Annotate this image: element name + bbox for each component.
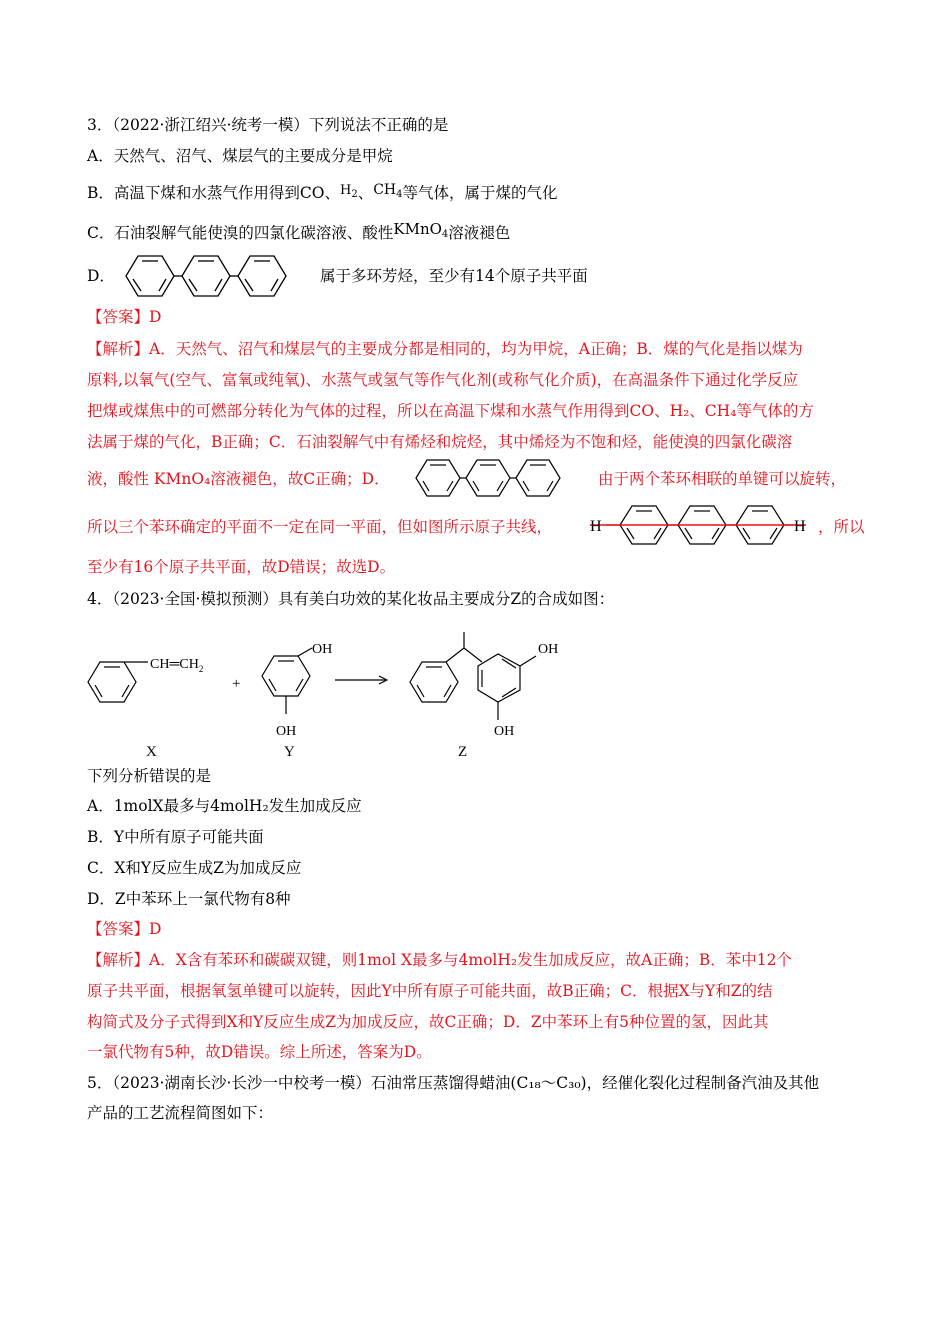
q3-option-b: B．高温下煤和水蒸气作用得到CO、$^{H_2}$、$CH_4$等气体，属于煤的气化 [87,182,558,202]
q4-explanation-1: 【解析】A．X含有苯环和碳碳双键，则1mol X最多与4molH₂发生加成反应，故A正确；B．苯中12个 [87,951,792,969]
q4-prompt: 下列分析错误的是 [87,767,212,785]
ch4-formula: $CH_4$ [373,182,403,200]
q5-stem-2: 产品的工艺流程简图如下： [87,1104,274,1122]
y-oh-bottom: OH [276,724,297,739]
q3-explanation-6b: ，所以 [818,518,865,536]
q3-option-d-text: 属于多环芳烃，至少有14个原子共平面 [320,267,588,285]
label-z: Z [458,744,468,760]
q4-option-d: D．Z中苯环上一氯代物有8种 [87,890,291,908]
q3-explanation-5b: 由于两个苯环相联的单键可以旋转， [598,470,847,488]
synthesis-scheme [80,632,680,762]
h-atom-right: H [794,518,806,535]
label-x: X [146,744,157,760]
x-vinyl-group: $CH═CH_2$ [150,657,204,674]
q3-explanation-1: 【解析】A．天然气、沼气和煤层气的主要成分都是相同的，均为甲烷，A正确；B．煤的气化是指以煤为 [87,340,803,358]
q3-answer: 【答案】D [87,308,162,326]
q4-option-c: C．X和Y反应生成Z为加成反应 [87,859,302,877]
label-y: Y [284,744,295,760]
kmno4-formula: KMnO$_4$ [393,220,449,240]
z-oh-top: OH [538,642,559,657]
q4-option-b: B．Y中所有原子可能共面 [87,828,264,846]
q5-stem-1: 5．（2023·湖南长沙·长沙一中校考一模）石油常压蒸馏得蜡油(C₁₈～C₃₀)，经催化裂化过程制备汽油及其他 [87,1074,820,1092]
q4-stem: 4．（2023·全国·模拟预测）具有美白功效的某化妆品主要成分Z的合成如图： [87,590,615,608]
q4-explanation-2: 原子共平面，根据氧氢单键可以旋转，因此Y中所有原子可能共面，故B正确；C．根据X与Y和Z的结 [87,982,773,1000]
z-oh-bottom: OH [494,724,515,739]
q3-explanation-6a: 所以三个苯环确定的平面不一定在同一平面，但如图所示原子共线， [87,518,553,536]
q4-explanation-4: 一氯代物有5种，故D错误。综上所述，答案为D。 [87,1043,432,1061]
q3-option-c: C．石油裂解气能使溴的四氯化碳溶液、酸性KMnO$_4$溶液褪色 [87,220,511,242]
q3-explanation-5a: 液，酸性 KMnO₄溶液褪色，故C正确；D． [87,470,390,488]
q3-explanation-4: 法属于煤的气化，B正确；C．石油裂解气中有烯烃和烷烃，其中烯烃为不饱和烃，能使溴的四氯化碳溶 [87,433,793,451]
h2-formula: H2 [339,183,358,200]
q3-option-a: A．天然气、沼气、煤层气的主要成分是甲烷 [87,147,393,165]
h-atom-left: H [590,518,602,535]
y-oh-top: OH [312,642,333,657]
q3-explanation-7: 至少有16个原子共平面，故D错误；故选D。 [87,558,396,576]
q3-option-d-label: D． [87,267,115,285]
terphenyl-structure-small [406,455,564,501]
plus-sign: + [232,676,241,692]
q4-explanation-3: 构简式及分子式得到X和Y反应生成Z为加成反应，故C正确；D．Z中苯环上有5种位置的氢，因此其 [87,1013,769,1031]
q4-answer: 【答案】D [87,920,162,938]
q3-explanation-2: 原料,以氧气(空气、富氧或纯氧)、水蒸气或氢气等作气化剂(或称气化介质)，在高温条件下通过化学反应 [87,371,799,389]
terphenyl-structure [114,251,290,301]
q3-stem: 3．（2022·浙江绍兴·统考一模）下列说法不正确的是 [87,116,449,134]
q3-explanation-3: 把煤或煤焦中的可燃部分转化为气体的过程，所以在高温下煤和水蒸气作用得到CO、H₂、CH₄等气体的方 [87,402,814,420]
collinear-terphenyl-structure [586,501,818,549]
q4-option-a: A．1molX最多与4molH₂发生加成反应 [87,797,362,815]
